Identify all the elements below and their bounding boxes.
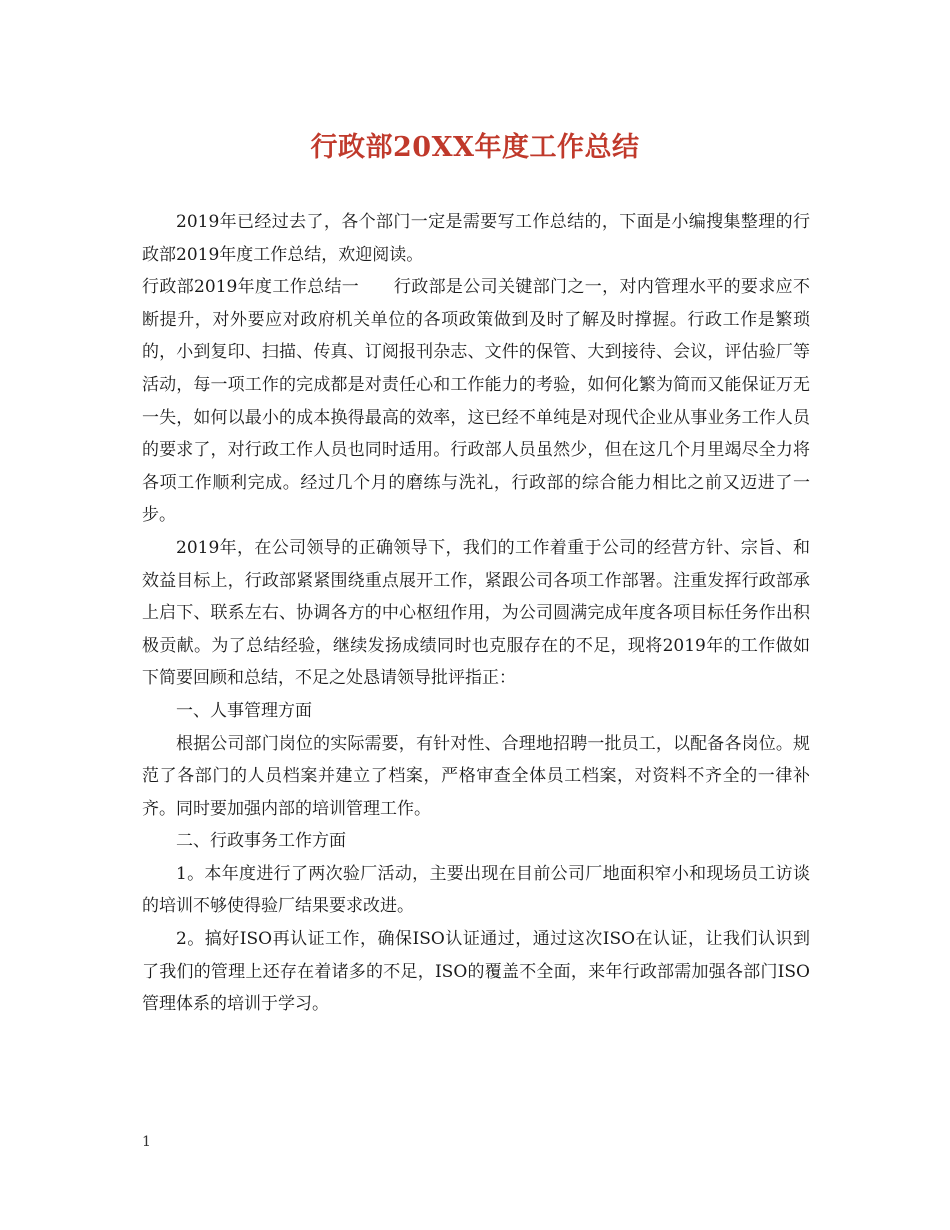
section-heading-admin-affairs: 二、行政事务工作方面 (176, 831, 346, 852)
paragraph-personnel: 根据公司部门岗位的实际需要，有针对性、合理地招聘一批员工，以配备各岗位。规范了各部门的人员档案并建立了档案，严格审查全体员工档案，对资料不齐全的一律补齐。同时要加强内部的培训管理工作。 (142, 733, 810, 819)
page-number: 1 (142, 1134, 151, 1150)
paragraph-intro: 2019年已经过去了，各个部门一定是需要写工作总结的，下面是小编搜集整理的行政部2019年度工作总结，欢迎阅读。 (142, 212, 810, 265)
document-body (142, 206, 810, 1021)
document-title: 行政部20XX年度工作总结 (310, 132, 640, 163)
paragraph-item-2: 2。搞好ISO再认证工作，确保ISO认证通过，通过这次ISO在认证，让我们认识到了我们的管理上还存在着诸多的不足，ISO的覆盖不全面，来年行政部需加强各部门ISO管理体系的培训于学习。 (142, 929, 810, 1015)
paragraph-2019-overview: 2019年，在公司领导的正确领导下，我们的工作着重于公司的经营方针、宗旨、和效益目标上，行政部紧紧围绕重点展开工作，紧跟公司各项工作部署。注重发挥行政部承上启下、联系左右、协调各方的中心枢纽作用，为公司圆满完成年度各项目标任务作出积极贡献。为了总结经验，继续发扬成绩同时也克服存在的不足，现将2019年的工作做如下简要回顾和总结，不足之处恳请领导批评指正： (142, 537, 810, 689)
paragraph-item-1: 1。本年度进行了两次验厂活动，主要出现在目前公司厂地面积窄小和现场员工访谈的培训不够使得验厂结果要求改进。 (142, 863, 810, 917)
section-heading-personnel: 一、人事管理方面 (176, 700, 312, 721)
paragraph-summary-one: 行政部2019年度工作总结一 行政部是公司关键部门之一，对内管理水平的要求应不断提升，对外要应对政府机关单位的各项政策做到及时了解及时撑握。行政工作是繁琐的，小到复印、扫描、传真、订阅报刊杂志、文件的保管、大到接待、会议，评估验厂等活动，每一项工作的完成都是对责任心和工作能力的考验，如何化繁为简而又能保证万无一失，如何以最小的成本换得最高的效率，这已经不单纯是对现代企业从事业务工作人员的要求了，对行政工作人员也同时适用。行政部人员虽然少，但在这几个月里竭尽全力将各项工作顺利完成。经过几个月的磨练与洗礼，行政部的综合能力相比之前又迈进了一步。 (142, 277, 810, 526)
